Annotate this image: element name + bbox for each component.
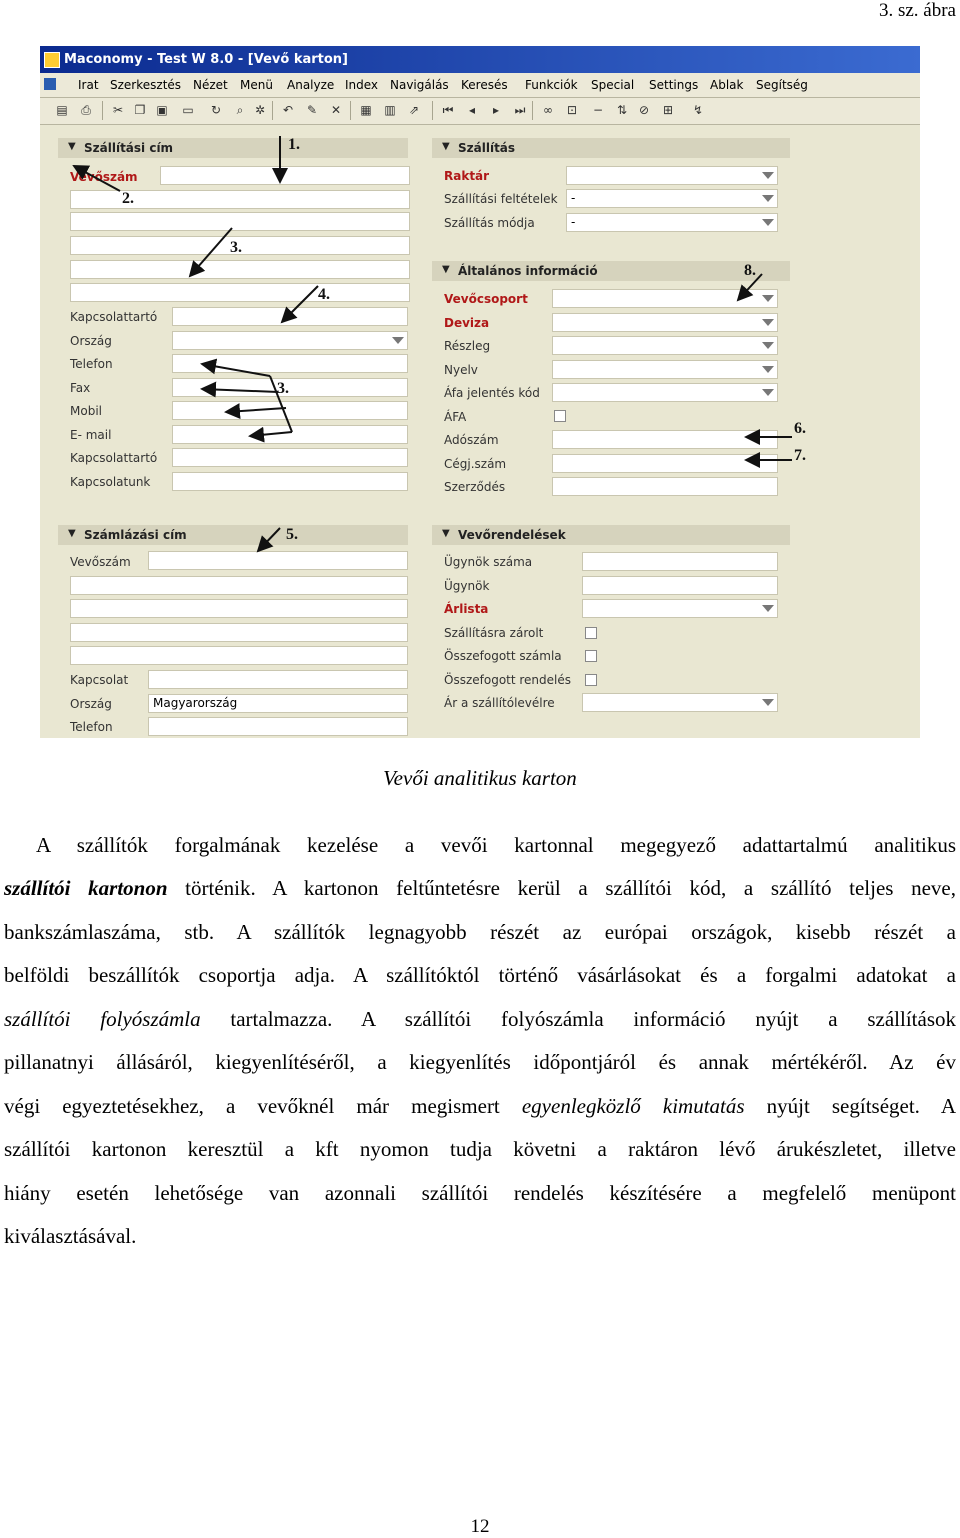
- arrow-3b-2: [202, 389, 278, 392]
- find-icon[interactable]: ⌕: [236, 103, 244, 117]
- paragraph-line-6: pillanatnyi állásáról, kiegyenlítéséről, a kiegyenlítés időpontjáról és annak mértékéről. Az év: [4, 1050, 956, 1074]
- label-vevoszam: Vevőszám: [70, 170, 138, 184]
- previous-record-icon[interactable]: ◂: [468, 103, 476, 117]
- label-fax: Fax: [70, 381, 91, 395]
- new-icon[interactable]: ✎: [306, 103, 318, 117]
- label-osszefogott-szamla: Összefogott számla: [444, 649, 562, 663]
- label-kapcsolat: Kapcsolat: [70, 673, 129, 687]
- cut-icon[interactable]: ✂: [112, 103, 124, 117]
- label-reszleg: Részleg: [444, 339, 491, 353]
- paragraph-line-3: bankszámlaszáma, stb. A szállítók legnagyobb részét az európai országok, kisebb részét a: [4, 920, 956, 944]
- paragraph-line-1: A szállítók forgalmának kezelése a vevői kartonnal megegyező adattartalmú analitikus: [36, 833, 956, 857]
- sort-icon[interactable]: ⇅: [616, 103, 628, 117]
- annotation-4: 4.: [318, 286, 330, 303]
- italic-term: szállítói folyószámla: [4, 1007, 201, 1031]
- annotation-8: 8.: [744, 262, 756, 279]
- arrow-4: [282, 286, 318, 322]
- label-nyelv: Nyelv: [444, 363, 478, 377]
- menu-segitseg[interactable]: Segítség: [756, 78, 808, 92]
- page-number: 12: [470, 1516, 490, 1537]
- bold-term: szállítói kartonon: [4, 876, 168, 900]
- label-afa: ÁFA: [444, 410, 467, 424]
- annotation-arrows: [40, 46, 920, 738]
- select-value: -: [571, 191, 576, 205]
- annotation-3b: 3.: [277, 380, 289, 397]
- section-title: Általános információ: [458, 264, 598, 278]
- line-text: történik. A kartonon feltűntetésre kerül a szállítói kód, a szállító teljes neve,: [167, 876, 956, 900]
- section-title: Vevőrendelések: [458, 528, 566, 542]
- arrow-3b-3: [226, 408, 286, 412]
- collapse-triangle-icon[interactable]: ▼: [442, 528, 450, 539]
- application-screenshot: [40, 46, 920, 738]
- annotation-6: 6.: [794, 420, 806, 437]
- arrow-3b-1: [202, 364, 270, 376]
- label-vevocsoport: Vevőcsoport: [444, 292, 528, 306]
- label-szallitasi-feltetelek: Szállítási feltételek: [444, 192, 558, 206]
- menu-analyze[interactable]: Analyze: [287, 78, 335, 92]
- italic-term: egyenlegközlő kimutatás: [521, 1094, 745, 1118]
- label-mobil: Mobil: [70, 404, 102, 418]
- zoom-icon[interactable]: ⊡: [566, 103, 578, 117]
- menu-funkciok[interactable]: Funkciók: [525, 78, 578, 92]
- paragraph-line-5: [4, 1007, 956, 1032]
- arrow-2: [74, 166, 120, 191]
- annotation-1: 1.: [288, 136, 300, 153]
- menu-kereses[interactable]: Keresés: [461, 78, 508, 92]
- line-text: nyújt segítséget. A: [744, 1094, 957, 1118]
- preview-icon[interactable]: ▥: [384, 103, 396, 117]
- collapse-triangle-icon[interactable]: ▼: [442, 264, 450, 275]
- tree-icon[interactable]: ⊞: [662, 103, 674, 117]
- print-icon[interactable]: ⎙: [81, 103, 91, 117]
- label-billing-vevoszam: Vevőszám: [70, 555, 131, 569]
- menu-ablak[interactable]: Ablak: [710, 78, 744, 92]
- undo-icon[interactable]: ↶: [282, 103, 294, 117]
- first-record-icon[interactable]: ⏮: [442, 103, 454, 117]
- label-billing-telefon: Telefon: [70, 720, 113, 734]
- label-kapcsolatunk: Kapcsolatunk: [70, 475, 151, 489]
- save-icon[interactable]: ▭: [182, 103, 194, 117]
- label-szallitasra-zarolt: Szállításra zárolt: [444, 626, 544, 640]
- export-icon[interactable]: ⇗: [408, 103, 420, 117]
- label-kapcsolattarto: Kapcsolattartó: [70, 310, 158, 324]
- arrow-3a: [190, 228, 232, 276]
- figure-label: 3. sz. ábra: [878, 0, 956, 21]
- menu-navigalas[interactable]: Navigálás: [390, 78, 449, 92]
- label-kapcsolattarto-2: Kapcsolattartó: [70, 451, 158, 465]
- menu-index[interactable]: Index: [345, 78, 379, 92]
- filter-icon[interactable]: ⊘: [638, 103, 650, 117]
- annotation-3a: 3.: [230, 239, 242, 256]
- label-email: E- mail: [70, 428, 112, 442]
- menu-szerkesztes[interactable]: Szerkesztés: [110, 78, 182, 92]
- label-afa-jelentes-kod: Áfa jelentés kód: [444, 386, 540, 400]
- section-title: Szállítási cím: [84, 141, 174, 155]
- minus-icon[interactable]: −: [592, 103, 604, 117]
- last-record-icon[interactable]: ⏭: [514, 103, 526, 117]
- paste-icon[interactable]: ▣: [156, 103, 168, 117]
- paragraph-line-2: [4, 876, 956, 901]
- delete-icon[interactable]: ✕: [330, 103, 342, 117]
- label-ugynok-szama: Ügynök száma: [444, 555, 533, 569]
- label-osszefogott-rendeles: Összefogott rendelés: [444, 673, 572, 687]
- label-adoszam: Adószám: [444, 433, 499, 447]
- section-title: Szállítás: [458, 141, 516, 155]
- menu-irat[interactable]: Irat: [78, 78, 99, 92]
- label-telefon: Telefon: [70, 357, 113, 371]
- menu-nezet[interactable]: Nézet: [193, 78, 228, 92]
- label-deviza: Deviza: [444, 316, 490, 330]
- annotation-2: 2.: [122, 190, 134, 207]
- label-ugynok: Ügynök: [444, 579, 490, 593]
- collapse-triangle-icon[interactable]: ▼: [442, 141, 450, 152]
- settings-icon[interactable]: ✲: [254, 103, 266, 117]
- section-title: Számlázási cím: [84, 528, 187, 542]
- label-szallitas-modja: Szállítás módja: [444, 216, 535, 230]
- collapse-triangle-icon[interactable]: ▼: [68, 141, 76, 152]
- billing-orszag-input[interactable]: Magyarország: [148, 694, 408, 713]
- arrow-3b-4: [250, 432, 292, 436]
- annotation-5: 5.: [286, 526, 298, 543]
- label-arlista: Árlista: [444, 602, 489, 616]
- copy-icon[interactable]: ❐: [134, 103, 146, 117]
- figure-caption: Vevői analitikus karton: [383, 766, 577, 790]
- select-value: -: [571, 215, 576, 229]
- collapse-triangle-icon[interactable]: ▼: [68, 528, 76, 539]
- report-icon[interactable]: ▦: [360, 103, 372, 117]
- label-raktar: Raktár: [444, 169, 490, 183]
- label-szerzodes: Szerződés: [444, 480, 506, 494]
- paragraph-line-4: belföldi beszállítók csoportja adja. A szállítóktól történő vásárlásokat és a forgalmi adatokat a: [4, 963, 956, 987]
- window-title: Maconomy - Test W 8.0 - [Vevő karton]: [64, 52, 348, 67]
- binoculars-icon[interactable]: ∞: [543, 103, 553, 117]
- paragraph-line-7: [4, 1094, 956, 1119]
- paragraph-line-9: hiány esetén lehetősége van azonnali szállítói rendelés készítésére a megfelelő menüpont: [4, 1181, 956, 1205]
- annotation-7: 7.: [794, 447, 806, 464]
- label-cegj-szam: Cégj.szám: [444, 457, 507, 471]
- paragraph-line-8: szállítói kartonon keresztül a kft nyomon tudja követni a raktáron lévő árukészletet, illetve: [4, 1137, 956, 1161]
- label-orszag: Ország: [70, 334, 112, 348]
- line-text: tartalmazza. A szállítói folyószámla információ nyújt a szállítások: [200, 1007, 956, 1031]
- menu-settings[interactable]: Settings: [649, 78, 699, 92]
- next-record-icon[interactable]: ▸: [492, 103, 500, 117]
- menu-menu[interactable]: Menü: [240, 78, 273, 92]
- database-icon[interactable]: ▤: [56, 103, 68, 117]
- line-text: végi egyeztetésekhez, a vevőknél már megismert: [4, 1094, 522, 1118]
- label-ar-a-szallitolevelre: Ár a szállítólevélre: [444, 696, 555, 710]
- arrow-5: [258, 528, 280, 551]
- refresh-icon[interactable]: ↻: [210, 103, 222, 117]
- label-billing-orszag: Ország: [70, 697, 112, 711]
- menu-special[interactable]: Special: [591, 78, 635, 92]
- help-icon[interactable]: ↯: [692, 103, 704, 117]
- paragraph-line-10: kiválasztásával.: [4, 1224, 137, 1248]
